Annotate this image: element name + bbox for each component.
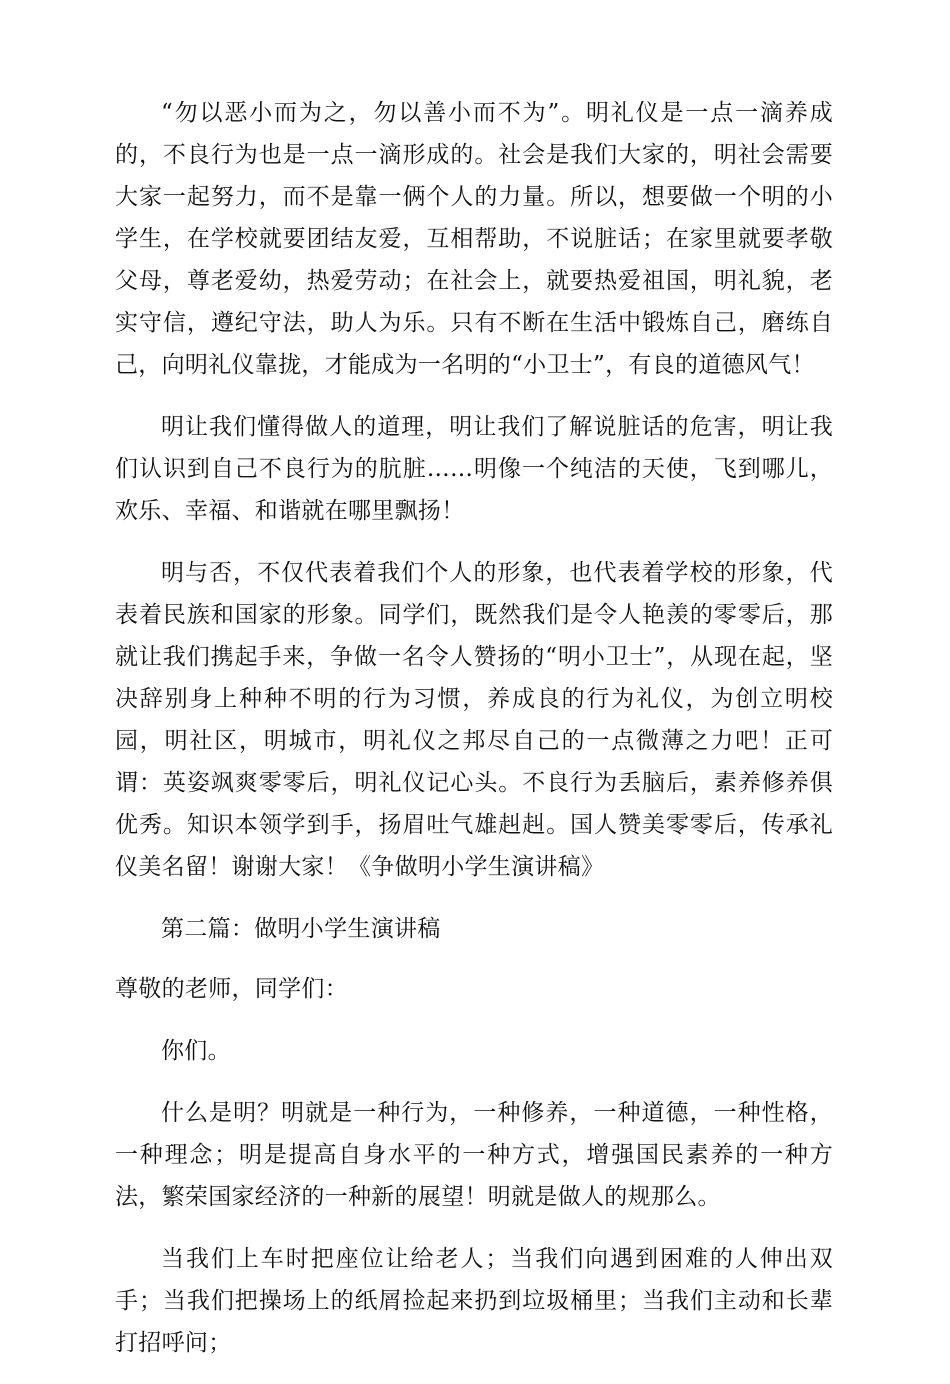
paragraph-1: “勿以恶小而为之，勿以善小而不为”。明礼仪是一点一滴养成的，不良行为也是一点一滴形成的。社会是我们大家的，明社会需要大家一起努力，而不是靠一俩个人的力量。所以，想要做一个明的小学生，在学校就要团结友爱，互相帮助，不说脏话；在家里就要孝敬父母，尊老爱幼，热爱劳动；在社会上，就要热爱祖国，明礼貌，老实守信，遵纪守法，助人为乐。只有不断在生活中锻炼自己，磨练自己，向明礼仪靠拢，才能成为一名明的“小卫士”，有良的道德风气！ <box>115 100 833 378</box>
paragraph-5: 当我们上车时把座位让给老人；当我们向遇到困难的人伸出双手；当我们把操场上的纸屑捡起来扔到垃圾桶里；当我们主动和长辈打招呼问； <box>115 1246 833 1356</box>
paragraph-3: 明与否，不仅代表着我们个人的形象，也代表着学校的形象，代表着民族和国家的形象。同学们，既然我们是令人艳羡的零零后，那就让我们携起手来，争做一名令人赞扬的“明小卫士”，从现在起，坚决辞别身上种种不明的行为习惯，养成良的行为礼仪，为创立明校园，明社区，明城市，明礼仪之邦尽自己的一点微薄之力吧！正可谓：英姿飒爽零零后，明礼仪记心头。不良行为丢脑后，素养修养俱优秀。知识本领学到手，扬眉吐气雄赳赳。国人赞美零零后，传承礼仪美名留！谢谢大家！《争做明小学生演讲稿》 <box>115 560 833 880</box>
section-heading: 第二篇：做明小学生演讲稿 <box>161 916 441 942</box>
paragraph-2: 明让我们懂得做人的道理，明让我们了解说脏话的危害，明让我们认识到自己不良行为的肮脏……明像一个纯洁的天使，飞到哪儿，欢乐、幸福、和谐就在哪里飘扬！ <box>115 414 833 524</box>
paragraph-4: 什么是明？明就是一种行为，一种修养，一种道德，一种性格，一种理念；明是提高自身水平的一种方式，增强国民素养的一种方法，繁荣国家经济的一种新的展望！明就是做人的规那么。 <box>115 1100 833 1210</box>
greeting: 你们。 <box>161 1038 231 1064</box>
salutation: 尊敬的老师，同学们： <box>115 976 348 1002</box>
document-body <box>115 92 833 1384</box>
